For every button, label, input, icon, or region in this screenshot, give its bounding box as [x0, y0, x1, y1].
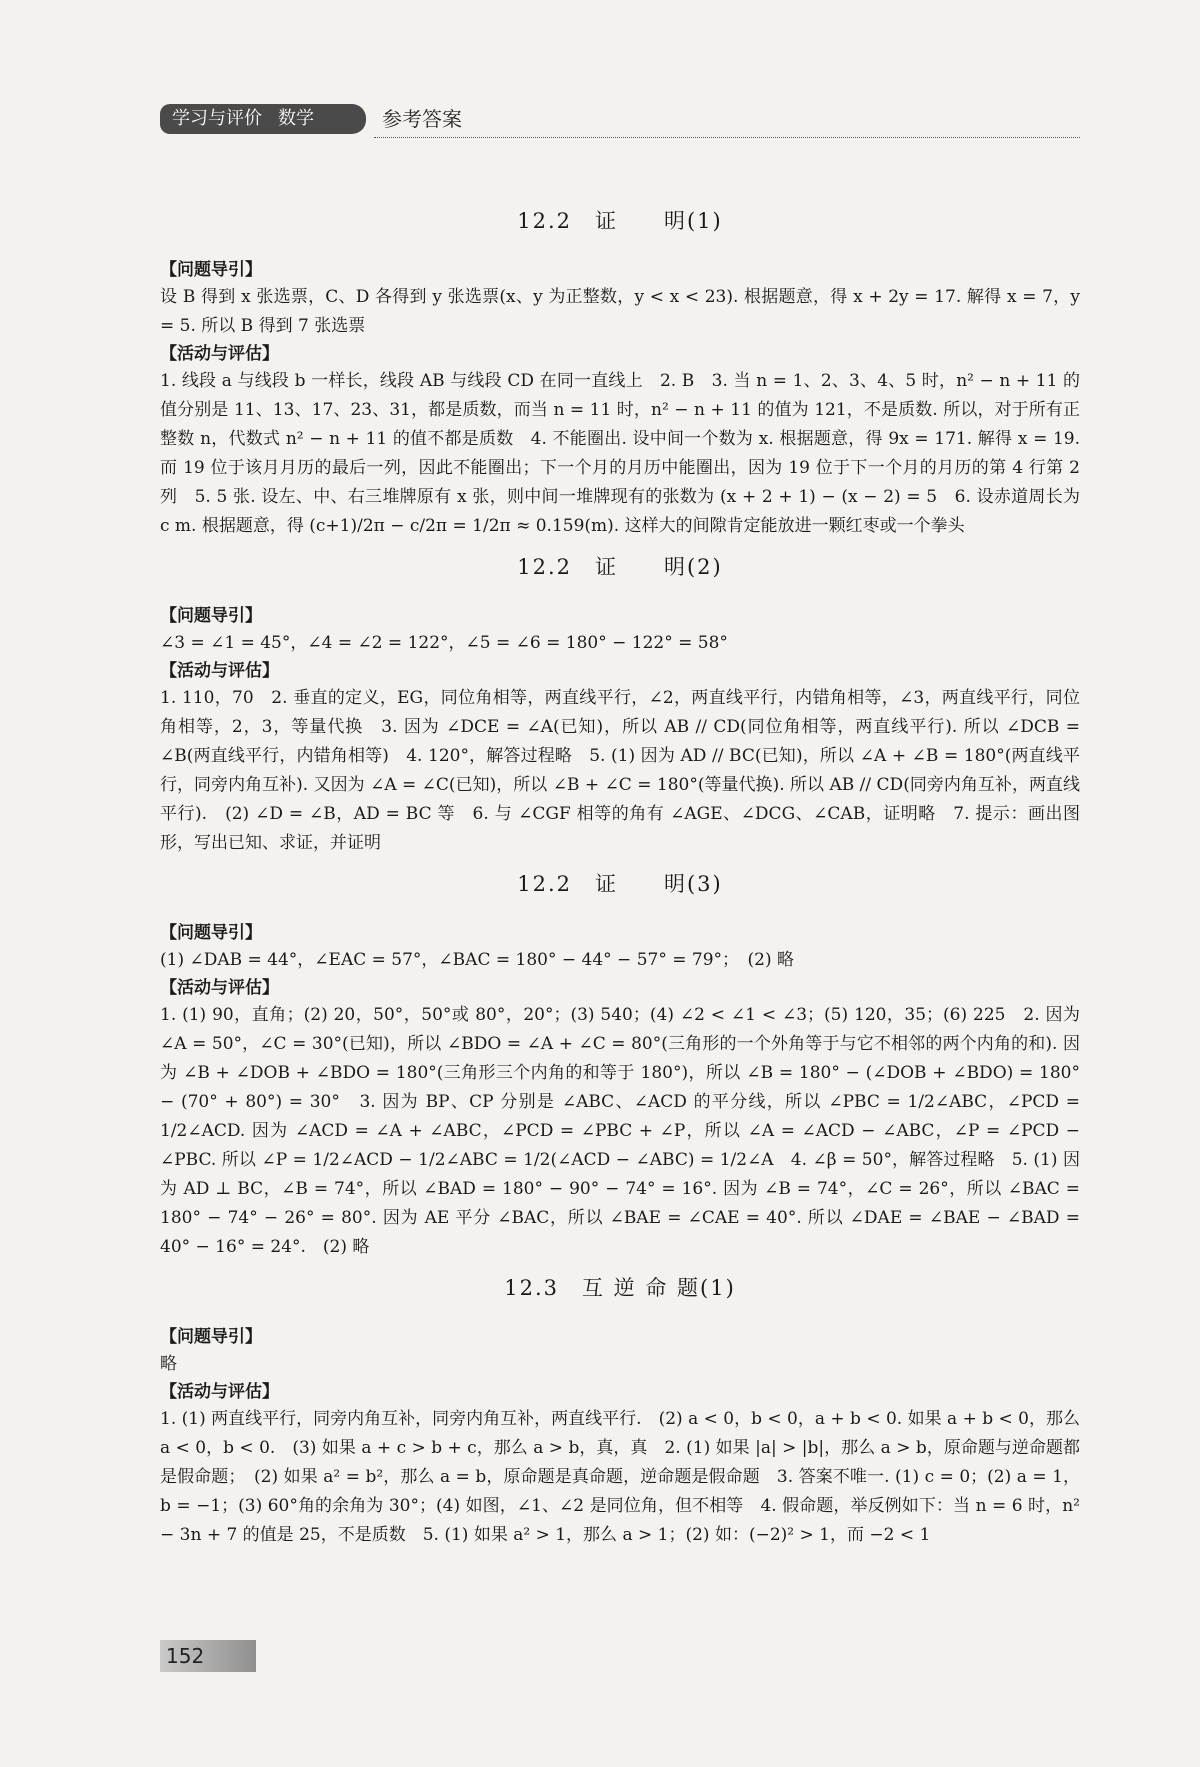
page-number-box: [160, 1640, 256, 1672]
guide-label: 【问题导引】: [160, 260, 262, 280]
guide-text: 略: [160, 1354, 177, 1374]
header-divider: [374, 137, 1080, 138]
guide-text: ∠3 = ∠1 = 45°，∠4 = ∠2 = 122°，∠5 = ∠6 = 180° − 122° = 58°: [160, 633, 728, 653]
activity-text: 1. 线段 a 与线段 b 一样长，线段 AB 与线段 CD 在同一直线上 2. B 3. 当 n = 1、2、3、4、5 时，n² − n + 11 的值分别是 11、13、17、23、31，都是质数，而当 n = 11 时，n² − n + 11 的值为 121，不是质数. 所以，对于所有正整数 n，代数式 n² − n + 11 的值不都是质数 4. 不能圈出. 设中间一个数为 x. 根据题意，得 9x = 171. 解得 x = 19. 而 19 位于该月月历的最后一列，因此不能圈出；下一个月的月历中能圈出，因为 19 位于下一个月的月历的第 4 行第 2 列 5. 5 张. 设左、中、右三堆牌原有 x 张，则中间一堆牌现有的张数为 (x + 2 + 1) − (x − 2) = 5 6. 设赤道周长为 c m. 根据题意，得 (c+1)/2π − c/2π = 1/2π ≈ 0.159(m). 这样大的间隙肯定能放进一颗红枣或一个拳头: [160, 371, 1080, 536]
subject-label: 数学: [278, 108, 314, 129]
guide-label: 【问题导引】: [160, 1327, 262, 1347]
page-number: 152: [166, 1644, 205, 1668]
page-header: [160, 104, 1080, 140]
section-12-3-1: [160, 1266, 1080, 1550]
activity-label: 【活动与评估】: [160, 978, 279, 998]
section-title: 12.3 互 逆 命 题(1): [504, 1276, 736, 1300]
section-12-2-2: [160, 545, 1080, 858]
guide-text: 设 B 得到 x 张选票，C、D 各得到 y 张选票(x、y 为正整数，y < x < 23). 根据题意，得 x + 2y = 17. 解得 x = 7，y = 5. 所以 B 得到 7 张选票: [160, 287, 1080, 336]
activity-label: 【活动与评估】: [160, 1382, 279, 1402]
guide-label: 【问题导引】: [160, 606, 262, 626]
section-12-2-3: [160, 862, 1080, 1262]
activity-label: 【活动与评估】: [160, 344, 279, 364]
activity-label: 【活动与评估】: [160, 661, 279, 681]
answer-content: [160, 195, 1080, 1550]
book-title-tab: [160, 104, 366, 134]
activity-text: 1. (1) 两直线平行，同旁内角互补，同旁内角互补，两直线平行. (2) a < 0，b < 0，a + b < 0. 如果 a + b < 0，那么 a < 0，b < 0. (3) 如果 a + c > b + c，那么 a > b，真，真 2. (1) 如果 |a| > |b|，那么 a > b，原命题与逆命题都是假命题； (2) 如果 a² = b²，那么 a = b，原命题是真命题，逆命题是假命题 3. 答案不唯一. (1) c = 0；(2) a = 1，b = −1；(3) 60°角的余角为 30°；(4) 如图，∠1、∠2 是同位角，但不相等 4. 假命题，举反例如下：当 n = 6 时，n² − 3n + 7 的值是 25，不是质数 5. (1) 如果 a² > 1，那么 a > 1；(2) 如：(−2)² > 1，而 −2 < 1: [160, 1409, 1080, 1545]
section-title: 12.2 证 明(2): [517, 555, 723, 579]
section-12-2-1: [160, 199, 1080, 541]
guide-text: (1) ∠DAB = 44°，∠EAC = 57°，∠BAC = 180° − 44° − 57° = 79°； (2) 略: [160, 950, 794, 970]
activity-text: 1. 110，70 2. 垂直的定义，EG，同位角相等，两直线平行，∠2，两直线平行，内错角相等，∠3，两直线平行，同位角相等，2，3，等量代换 3. 因为 ∠DCE = ∠A(已知)，所以 AB // CD(同位角相等，两直线平行). 所以 ∠DCB = ∠B(两直线平行，内错角相等) 4. 120°，解答过程略 5. (1) 因为 AD // BC(已知)，所以 ∠A + ∠B = 180°(两直线平行，同旁内角互补). 又因为 ∠A = ∠C(已知)，所以 ∠B + ∠C = 180°(等量代换). 所以 AB // CD(同旁内角互补，两直线平行). (2) ∠D = ∠B，AD = BC 等 6. 与 ∠CGF 相等的角有 ∠AGE、∠DCG、∠CAB，证明略 7. 提示：画出图形，写出已知、求证，并证明: [160, 688, 1080, 853]
section-title: 12.2 证 明(3): [517, 872, 723, 896]
answer-label: 参考答案: [382, 107, 462, 131]
book-title: 学习与评价: [172, 108, 262, 129]
section-title: 12.2 证 明(1): [517, 209, 723, 233]
guide-label: 【问题导引】: [160, 923, 262, 943]
activity-text: 1. (1) 90，直角；(2) 20，50°，50°或 80°，20°；(3) 540；(4) ∠2 < ∠1 < ∠3；(5) 120，35；(6) 225 2. 因为 ∠A = 50°，∠C = 30°(已知)，所以 ∠BDO = ∠A + ∠C = 80°(三角形的一个外角等于与它不相邻的两个内角的和). 因为 ∠B + ∠DOB + ∠BDO = 180°(三角形三个内角的和等于 180°)，所以 ∠B = 180° − (∠DOB + ∠BDO) = 180° − (70° + 80°) = 30° 3. 因为 BP、CP 分别是 ∠ABC、∠ACD 的平分线，所以 ∠PBC = 1/2∠ABC，∠PCD = 1/2∠ACD. 因为 ∠ACD = ∠A + ∠ABC，∠PCD = ∠PBC + ∠P，所以 ∠A = ∠ACD − ∠ABC，∠P = ∠PCD − ∠PBC. 所以 ∠P = 1/2∠ACD − 1/2∠ABC = 1/2(∠ACD − ∠ABC) = 1/2∠A 4. ∠β = 50°，解答过程略 5. (1) 因为 AD ⊥ BC，∠B = 74°，所以 ∠BAD = 180° − 90° − 74° = 16°. 因为 ∠B = 74°，∠C = 26°，所以 ∠BAC = 180° − 74° − 26° = 80°. 因为 AE 平分 ∠BAC，所以 ∠BAE = ∠CAE = 40°. 所以 ∠DAE = ∠BAE − ∠BAD = 40° − 16° = 24°. (2) 略: [160, 1005, 1080, 1257]
